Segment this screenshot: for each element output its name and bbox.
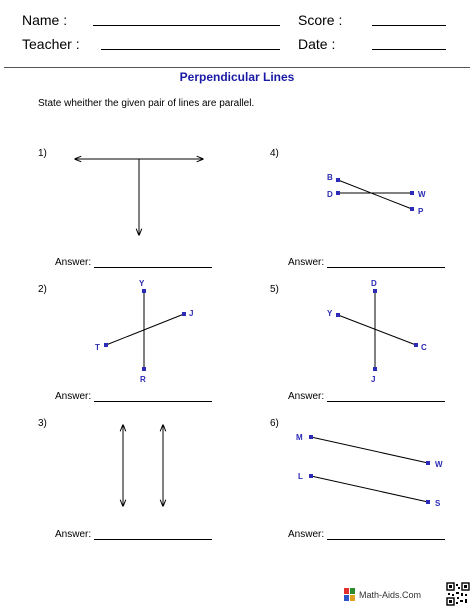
point-label-j: J — [371, 375, 376, 384]
worksheet-title: Perpendicular Lines — [179, 70, 295, 84]
point-label-d: D — [327, 190, 333, 199]
point-label-p: P — [418, 207, 424, 216]
point-label-c: C — [421, 343, 427, 352]
teacher-label: Teacher : — [22, 36, 80, 52]
math-aids-logo-icon — [344, 588, 356, 602]
problem-number-2: 2) — [38, 284, 47, 295]
date-label: Date : — [298, 36, 336, 52]
figure-1 — [75, 159, 203, 235]
qr-code-icon — [446, 582, 470, 606]
point-l — [309, 474, 313, 478]
name-label: Name : — [22, 12, 68, 28]
point-y — [336, 313, 340, 317]
problem-number-4: 4) — [270, 148, 279, 159]
segment-bp — [338, 180, 412, 209]
answer-label-4: Answer: — [288, 257, 325, 268]
point-y — [142, 289, 146, 293]
point-m — [309, 435, 313, 439]
problem-number-3: 3) — [38, 418, 47, 429]
point-label-j: J — [189, 309, 194, 318]
figure-4 — [327, 173, 426, 216]
answer-label-2: Answer: — [55, 391, 92, 402]
figure-2 — [95, 279, 193, 384]
point-label-w: W — [435, 460, 443, 469]
problem-number-5: 5) — [270, 284, 279, 295]
answer-label-1: Answer: — [55, 257, 92, 268]
segment-yc — [338, 315, 416, 345]
point-j — [373, 367, 377, 371]
point-r — [142, 367, 146, 371]
point-label-d: D — [371, 279, 377, 288]
point-label-b: B — [327, 173, 333, 182]
figure-5 — [327, 279, 427, 384]
point-label-s: S — [435, 499, 441, 508]
point-s — [426, 500, 430, 504]
point-label-m: M — [296, 433, 303, 442]
footer-site-name: Math-Aids.Com — [359, 590, 422, 600]
point-t — [104, 343, 108, 347]
point-label-r: R — [140, 375, 146, 384]
point-label-y: Y — [139, 279, 145, 288]
point-j — [182, 312, 186, 316]
problem-number-1: 1) — [38, 148, 47, 159]
point-c — [414, 343, 418, 347]
point-d — [336, 191, 340, 195]
segment-tj — [106, 314, 184, 345]
point-b — [336, 178, 340, 182]
point-label-w: W — [418, 190, 426, 199]
point-d — [373, 289, 377, 293]
score-label: Score : — [298, 12, 343, 28]
answer-label-5: Answer: — [288, 391, 325, 402]
point-p — [410, 207, 414, 211]
problem-number-6: 6) — [270, 418, 279, 429]
instructions: State wheither the given pair of lines are parallel. — [38, 98, 255, 109]
segment-ls — [311, 476, 428, 502]
segment-mw — [311, 437, 428, 463]
figure-3 — [123, 425, 163, 506]
point-label-y: Y — [327, 309, 333, 318]
point-w — [410, 191, 414, 195]
answer-label-6: Answer: — [288, 529, 325, 540]
point-label-t: T — [95, 343, 100, 352]
point-label-l: L — [298, 472, 303, 481]
figure-6 — [296, 433, 443, 508]
answer-label-3: Answer: — [55, 529, 92, 540]
point-w — [426, 461, 430, 465]
